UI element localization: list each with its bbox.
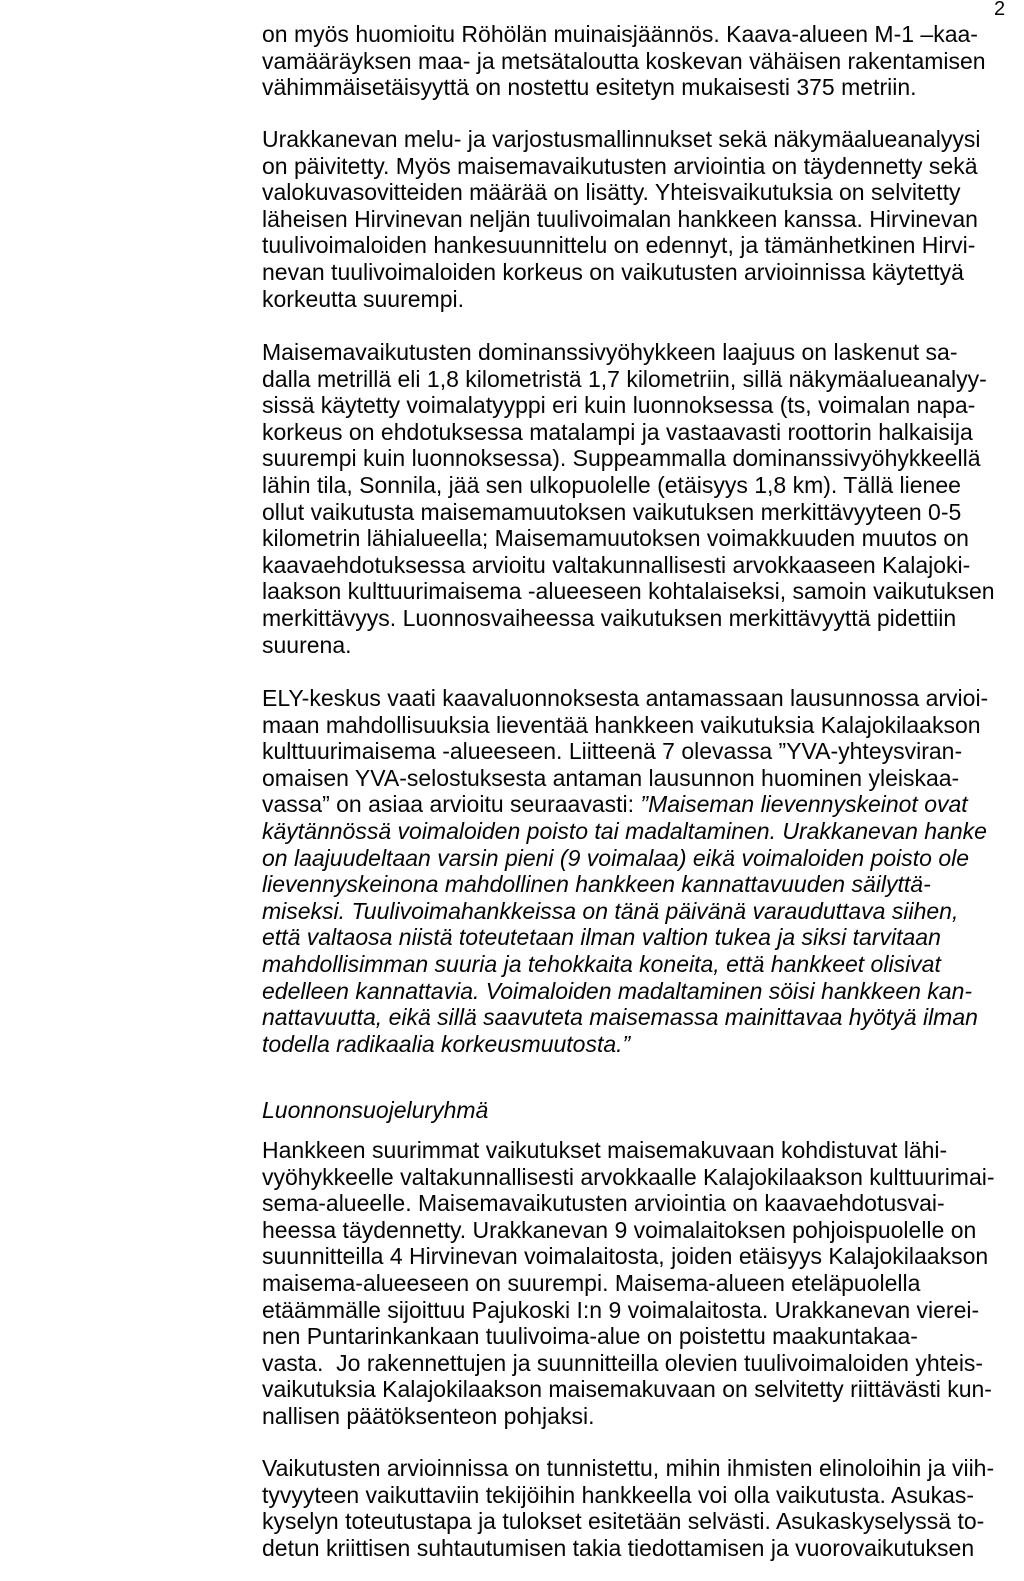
- text-line: Hankkeen suurimmat vaikutukset maisemakuvaan kohdistuvat lähi-: [262, 1137, 948, 1163]
- text-line: nen Puntarinkankaan tuulivoima-alue on poistettu maakuntakaa-: [262, 1323, 918, 1350]
- paragraph: [262, 339, 1017, 658]
- quote-line: edelleen kannattavia. Voimaloiden madaltaminen söisi hankkeen kan-: [262, 977, 973, 1004]
- text-line: sissä käytetty voimalatyyppi eri kuin luonnoksessa (ts, voimalan napa-: [262, 392, 976, 419]
- text-line: Maisemavaikutusten dominanssivyöhykkeen laajuus on laskenut sa-: [262, 339, 958, 365]
- text-line: on päivitetty. Myös maisemavaikutusten arviointia on täydennetty sekä: [262, 152, 978, 179]
- text-line: vamääräyksen maa- ja metsätaloutta koskevan vähäisen rakentamisen: [262, 47, 986, 74]
- text-line: sema-alueelle. Maisemavaikutusten arviointia on kaavaehdotusvai-: [262, 1190, 945, 1217]
- text-line: ELY-keskus vaati kaavaluonnoksesta antamassaan lausunnossa arvioi-: [262, 685, 989, 711]
- quote-line: miseksi. Tuulivoimahankkeissa on tänä päivänä varauduttava siihen,: [262, 897, 959, 924]
- text-line: ollut vaikutusta maisemamuutoksen vaikutuksen merkittävyyteen 0-5: [262, 498, 962, 525]
- text-line: omaisen YVA-selostuksesta antaman lausunnon huominen yleiskaa-: [262, 764, 960, 791]
- quote-line: on laajuudeltaan varsin pieni (9 voimalaa) eikä voimaloiden poisto ole: [262, 844, 970, 871]
- paragraph: [262, 1455, 1017, 1561]
- text-line: suurempi kuin luonnoksessa). Suppeammalla dominanssivyöhykkeellä: [262, 445, 981, 472]
- text-line: kyselyn toteutustapa ja tulokset esitetään selvästi. Asukaskyselyssä to-: [262, 1508, 985, 1535]
- quote-line: todella radikaalia korkeusmuutosta.”: [262, 1030, 631, 1057]
- text-line: korkeus on ehdotuksessa matalampi ja vastaavasti roottorin halkaisija: [262, 418, 973, 445]
- text-line: maisema-alueeseen on suurempi. Maisema-alueen eteläpuolella: [262, 1269, 921, 1296]
- text-line: etäämmälle sijoittuu Pajukoski I:n 9 voimalaitosta. Urakkanevan vierei-: [262, 1296, 980, 1323]
- text-line: suurena.: [262, 631, 352, 658]
- quote-line: nattavuutta, eikä sillä saavuteta maisemassa mainittavaa hyötyä ilman: [262, 1004, 978, 1031]
- page-number: 2: [994, 0, 1006, 20]
- text-line: vähimmäisetäisyyttä on nostettu esitetyn mukaisesti 375 metriin.: [262, 74, 917, 101]
- text-line: maan mahdollisuuksia lieventää hankkeen vaikutuksia Kalajokilaakson: [262, 711, 981, 738]
- paragraph: [262, 21, 1017, 101]
- paragraph: [262, 1137, 1017, 1430]
- text-line: tuulivoimaloiden hankesuunnittelu on edennyt, ja tämänhetkinen Hirvi-: [262, 232, 976, 259]
- text-line: dalla metrillä eli 1,8 kilometristä 1,7 kilometriin, sillä näkymäalueanalyy-: [262, 365, 987, 392]
- text-line: heessa täydennetty. Urakkanevan 9 voimalaitoksen pohjoispuolelle on: [262, 1216, 977, 1243]
- text-line: laakson kulttuurimaisema -alueeseen kohtalaiseksi, samoin vaikutuksen: [262, 578, 995, 605]
- section-heading: Luonnonsuojeluryhmä: [262, 1097, 489, 1123]
- text-line: merkittävyys. Luonnosvaiheessa vaikutuksen merkittävyyttä pidettiin: [262, 604, 957, 631]
- text-line: tyvyyteen vaikuttaviin tekijöihin hankkeella voi olla vaikutusta. Asukas-: [262, 1481, 975, 1508]
- text-line: suunnitteilla 4 Hirvinevan voimalaitosta, joiden etäisyys Kalajokilaakson: [262, 1243, 989, 1270]
- text-line: nallisen päätöksenteon pohjaksi.: [262, 1402, 595, 1429]
- text-line: vasta. Jo rakennettujen ja suunnitteilla olevien tuulivoimaloiden yhteis-: [262, 1349, 984, 1376]
- text-line: vaikutuksia Kalajokilaakson maisemakuvaan on selvitetty riittävästi kun-: [262, 1376, 992, 1403]
- text-line: on myös huomioitu Röhölän muinaisjäännös. Kaava-alueen M-1 –kaa-: [262, 21, 978, 47]
- text-line: nevan tuulivoimaloiden korkeus on vaikutusten arvioinnissa käytettyä: [262, 258, 964, 285]
- quote-line: lievennyskeinona mahdollinen hankkeen kannattavuuden säilyttä-: [262, 871, 931, 898]
- text-line: kilometrin lähialueella; Maisemamuutoksen voimakkuuden muutos on: [262, 525, 969, 552]
- section-heading-block: [262, 1097, 1017, 1124]
- text-line: korkeutta suurempi.: [262, 285, 464, 312]
- paragraph: [262, 126, 1017, 312]
- text-line: kaavaehdotuksessa arvioitu valtakunnallisesti arvokkaaseen Kalajoki-: [262, 551, 971, 578]
- text-line: lähin tila, Sonnila, jää sen ulkopuolelle (etäisyys 1,8 km). Tällä lienee: [262, 471, 961, 498]
- text-line: valokuvasovitteiden määrää on lisätty. Yhteisvaikutuksia on selvitetty: [262, 179, 961, 206]
- quote-segment: ”Maiseman lievennyskeinot ovat: [640, 791, 968, 818]
- text-line: Vaikutusten arvioinnissa on tunnistettu, mihin ihmisten elinoloihin ja viih-: [262, 1455, 995, 1481]
- text-line: läheisen Hirvinevan neljän tuulivoimalan hankkeen kanssa. Hirvinevan: [262, 205, 978, 232]
- quote-line: että valtaosa niistä toteutetaan ilman valtion tukea ja siksi tarvitaan: [262, 924, 941, 951]
- text-line: Urakkanevan melu- ja varjostusmallinnukset sekä näkymäalueanalyysi: [262, 126, 981, 152]
- text-line: detun kriittisen suhtautumisen takia tiedottamisen ja vuorovaikutuksen: [262, 1534, 975, 1561]
- quote-line: käytännössä voimaloiden poisto tai madaltaminen. Urakkanevan hanke: [262, 817, 987, 844]
- ely-paragraph: [262, 685, 1017, 1057]
- text-line: kulttuurimaisema -alueeseen. Liitteenä 7 olevassa ”YVA-yhteysviran-: [262, 738, 963, 765]
- quote-line: mahdollisimman suuria ja tehokkaita koneita, että hankkeet olisivat: [262, 950, 941, 977]
- text-segment: vassa” on asiaa arvioitu seuraavasti:: [262, 791, 641, 818]
- text-line: vyöhykkeelle valtakunnallisesti arvokkaalle Kalajokilaakson kulttuurimai-: [262, 1163, 995, 1190]
- text-line-mixed: [262, 791, 1017, 818]
